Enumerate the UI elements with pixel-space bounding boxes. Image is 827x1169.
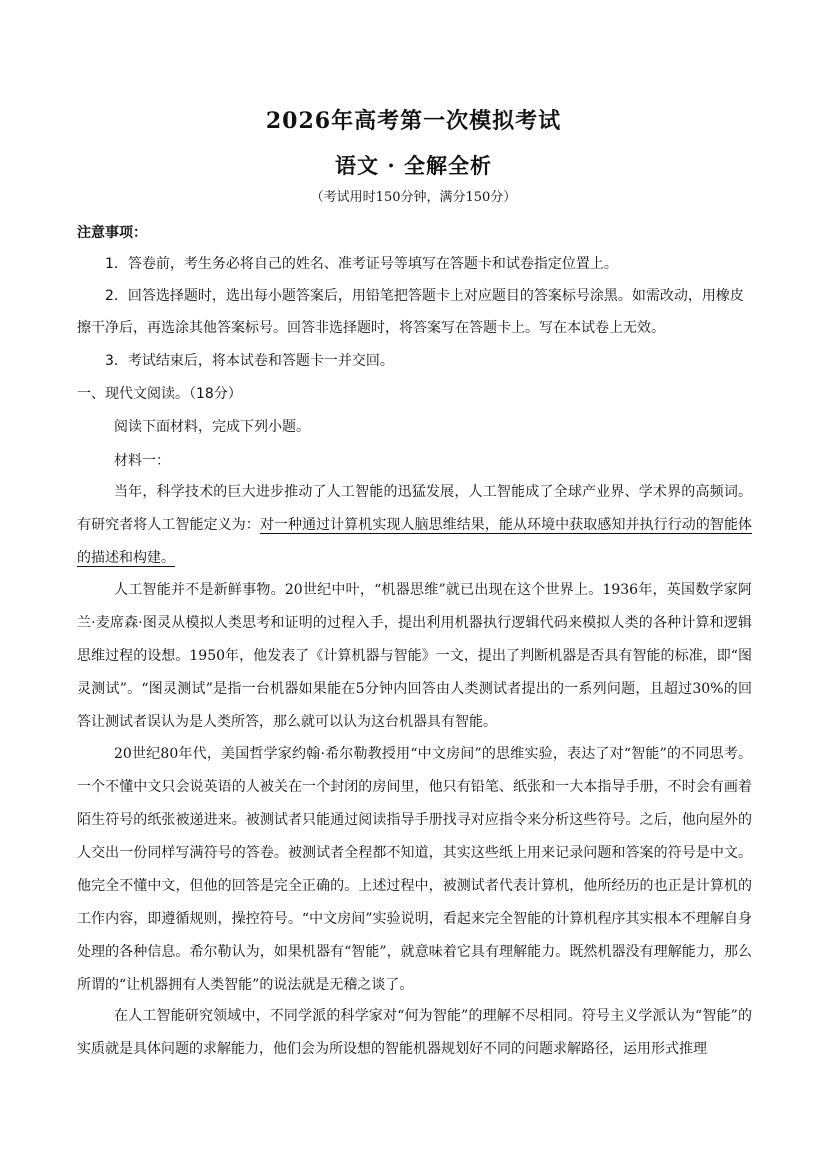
notice-heading: 注意事项：: [77, 225, 147, 241]
paragraph-1: [77, 476, 752, 575]
material-label: 材料一：: [114, 453, 170, 469]
time-note: （考试用时150分钟，满分150分）: [310, 190, 517, 205]
ai-definition-underlined: 对一种通过计算机实现人脑思维结果，能从环境中获取感知并执行行动的智能体的描述和构建。: [77, 517, 753, 566]
notice-item-2: 2．回答选择题时，选出每小题答案后，用铅笔把答题卡上对应题目的答案标号涂黑。如需改动，用橡皮擦干净后，再选涂其他答案标号。回答非选择题时，将答案写在答题卡上。写在本试卷上无效。: [77, 288, 744, 336]
section-heading: 一、现代文阅读。（18分）: [77, 386, 242, 402]
exam-title: 2026年高考第一次模拟考试: [265, 108, 562, 134]
notice-item-1: 1．答卷前，考生务必将自己的姓名、准考证号等填写在答题卡和试卷指定位置上。: [105, 256, 618, 272]
reading-instruction: 阅读下面材料，完成下列小题。: [114, 419, 310, 435]
paragraph-1-text: 当年，科学技术的巨大进步推动了人工智能的迅猛发展，人工智能成了全球产业界、学术界的高频词。有研究者将人工智能定义为：: [77, 484, 752, 533]
paragraph-2: 人工智能并不是新鲜事物。20世纪中叶，“机器思维”就已出现在这个世界上。1936年，英国数学家阿兰·麦席森·图灵从模拟人类思考和证明的过程入手，提出利用机器执行逻辑代码来模拟人类的各种计算和逻辑思维过程的设想。1950年，他发表了《计算机器与智能》一文，提出了判断机器是否具有智能的标准，即“图灵测试”。“图灵测试”是指一台机器如果能在5分钟内回答由人类测试者提出的一系列问题，且超过30%的回答让测试者误认为是人类所答，那么就可以认为这台机器具有智能。: [77, 582, 752, 730]
paragraph-4: 在人工智能研究领域中，不同学派的科学家对“何为智能”的理解不尽相同。符号主义学派认为“智能”的实质就是具体问题的求解能力，他们会为所设想的智能机器规划好不同的问题求解路径，运用形式推理: [77, 1008, 752, 1057]
exam-subtitle: 语文 · 全解全析: [335, 153, 492, 178]
paragraph-3: 20世纪80年代，美国哲学家约翰·希尔勒教授用“中文房间”的思维实验，表达了对“智能”的不同思考。一个不懂中文只会说英语的人被关在一个封闭的房间里，他只有铅笔、纸张和一大本指导手册，不时会有画着陌生符号的纸张被递进来。被测试者只能通过阅读指导手册找寻对应指令来分析这些符号。之后，他向屋外的人交出一份同样写满符号的答卷。被测试者全程都不知道，其实这些纸上用来记录问题和答案的符号是中文。他完全不懂中文，但他的回答是完全正确的。上述过程中，被测试者代表计算机，他所经历的也正是计算机的工作内容，即遵循规则，操控符号。“中文房间”实验说明，看起来完全智能的计算机程序其实根本不理解自身处理的各种信息。希尔勒认为，如果机器有“智能”，就意味着它具有理解能力。既然机器没有理解能力，那么所谓的“让机器拥有人类智能”的说法就是无稽之谈了。: [77, 746, 752, 993]
notice-item-3: 3．考试结束后，将本试卷和答题卡一并交回。: [105, 353, 394, 369]
